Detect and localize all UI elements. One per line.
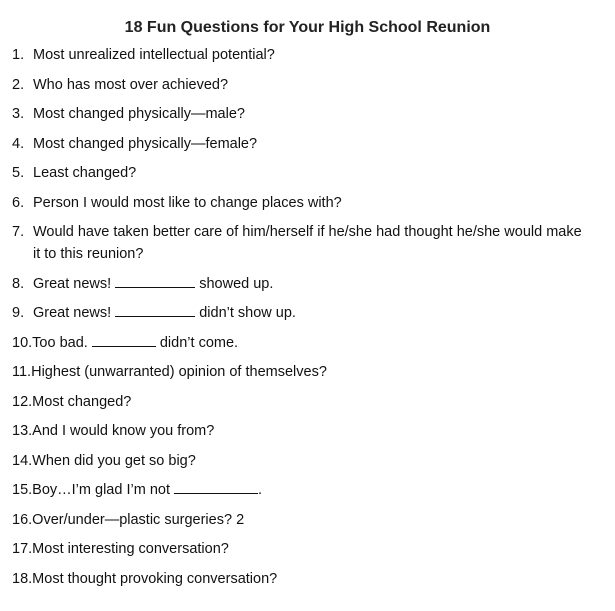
question-number: 17. xyxy=(12,541,33,557)
question-number: 9. xyxy=(12,305,25,321)
question-number: 3. xyxy=(12,106,25,122)
question-text: Most changed? xyxy=(32,393,132,410)
question-number: 13. xyxy=(12,423,33,439)
question-list xyxy=(12,44,612,597)
question-item xyxy=(12,420,612,442)
question-item xyxy=(12,538,612,560)
question-text-continuation: it to this reunion? xyxy=(33,246,144,262)
question-item xyxy=(12,450,612,472)
question-text: When did you get so big? xyxy=(32,452,196,469)
question-item xyxy=(12,133,612,155)
question-number: 15. xyxy=(12,482,33,498)
question-text: Would have taken better care of him/herself if he/she had thought he/she would make xyxy=(33,224,582,240)
question-item xyxy=(12,162,612,184)
question-text: Person I would most like to change places with? xyxy=(33,194,342,211)
question-item xyxy=(12,192,612,214)
question-text-after-blank: showed up. xyxy=(195,275,274,292)
question-text: Most changed physically—male? xyxy=(33,106,245,122)
answer-blank-line xyxy=(115,302,195,317)
question-number: 5. xyxy=(12,165,25,181)
question-text-before-blank: Boy…I’m glad I’m not xyxy=(32,482,174,498)
question-text-before-blank: Great news! xyxy=(33,275,116,292)
question-text: Most interesting conversation? xyxy=(32,541,229,557)
question-text: Over/under—plastic surgeries? 2 xyxy=(32,511,245,528)
question-item xyxy=(12,74,612,96)
question-item xyxy=(12,221,612,265)
question-item xyxy=(12,568,612,590)
question-item xyxy=(12,273,612,295)
question-text-after-blank: didn’t show up. xyxy=(195,305,296,321)
answer-blank-line xyxy=(92,332,156,347)
question-number: 6. xyxy=(12,194,25,211)
question-item xyxy=(12,509,612,531)
question-item xyxy=(12,44,612,66)
answer-blank-line xyxy=(115,273,195,288)
question-number: 4. xyxy=(12,135,25,152)
question-text: Most unrealized intellectual potential? xyxy=(33,47,275,63)
question-number: 12. xyxy=(12,393,33,410)
question-text: Highest (unwarranted) opinion of themselves? xyxy=(31,364,327,380)
question-text-after-blank: didn’t come. xyxy=(155,334,239,351)
question-text-before-blank: Great news! xyxy=(33,305,116,321)
question-item xyxy=(12,479,612,501)
question-number: 16. xyxy=(12,511,33,528)
question-item xyxy=(12,361,612,383)
question-number: 1. xyxy=(12,47,25,63)
question-number: 7. xyxy=(12,224,25,240)
document-title: 18 Fun Questions for Your High School Reunion xyxy=(124,19,491,36)
answer-blank-line xyxy=(174,479,258,494)
question-number: 11. xyxy=(12,364,32,380)
question-text: Most thought provoking conversation? xyxy=(32,570,278,587)
question-item xyxy=(12,332,612,354)
question-number: 2. xyxy=(12,76,25,93)
question-number: 8. xyxy=(12,275,25,292)
question-item xyxy=(12,302,612,324)
question-text: Who has most over achieved? xyxy=(33,76,229,93)
question-text-after-blank: . xyxy=(258,482,263,498)
question-text: Least changed? xyxy=(33,165,137,181)
question-item xyxy=(12,103,612,125)
question-number: 10. xyxy=(12,334,33,351)
question-text: And I would know you from? xyxy=(32,423,215,439)
question-text: Most changed physically—female? xyxy=(33,135,258,152)
question-number: 14. xyxy=(12,452,33,469)
question-text-before-blank: Too bad. xyxy=(32,334,92,351)
question-item xyxy=(12,391,612,413)
question-number: 18. xyxy=(12,570,33,587)
